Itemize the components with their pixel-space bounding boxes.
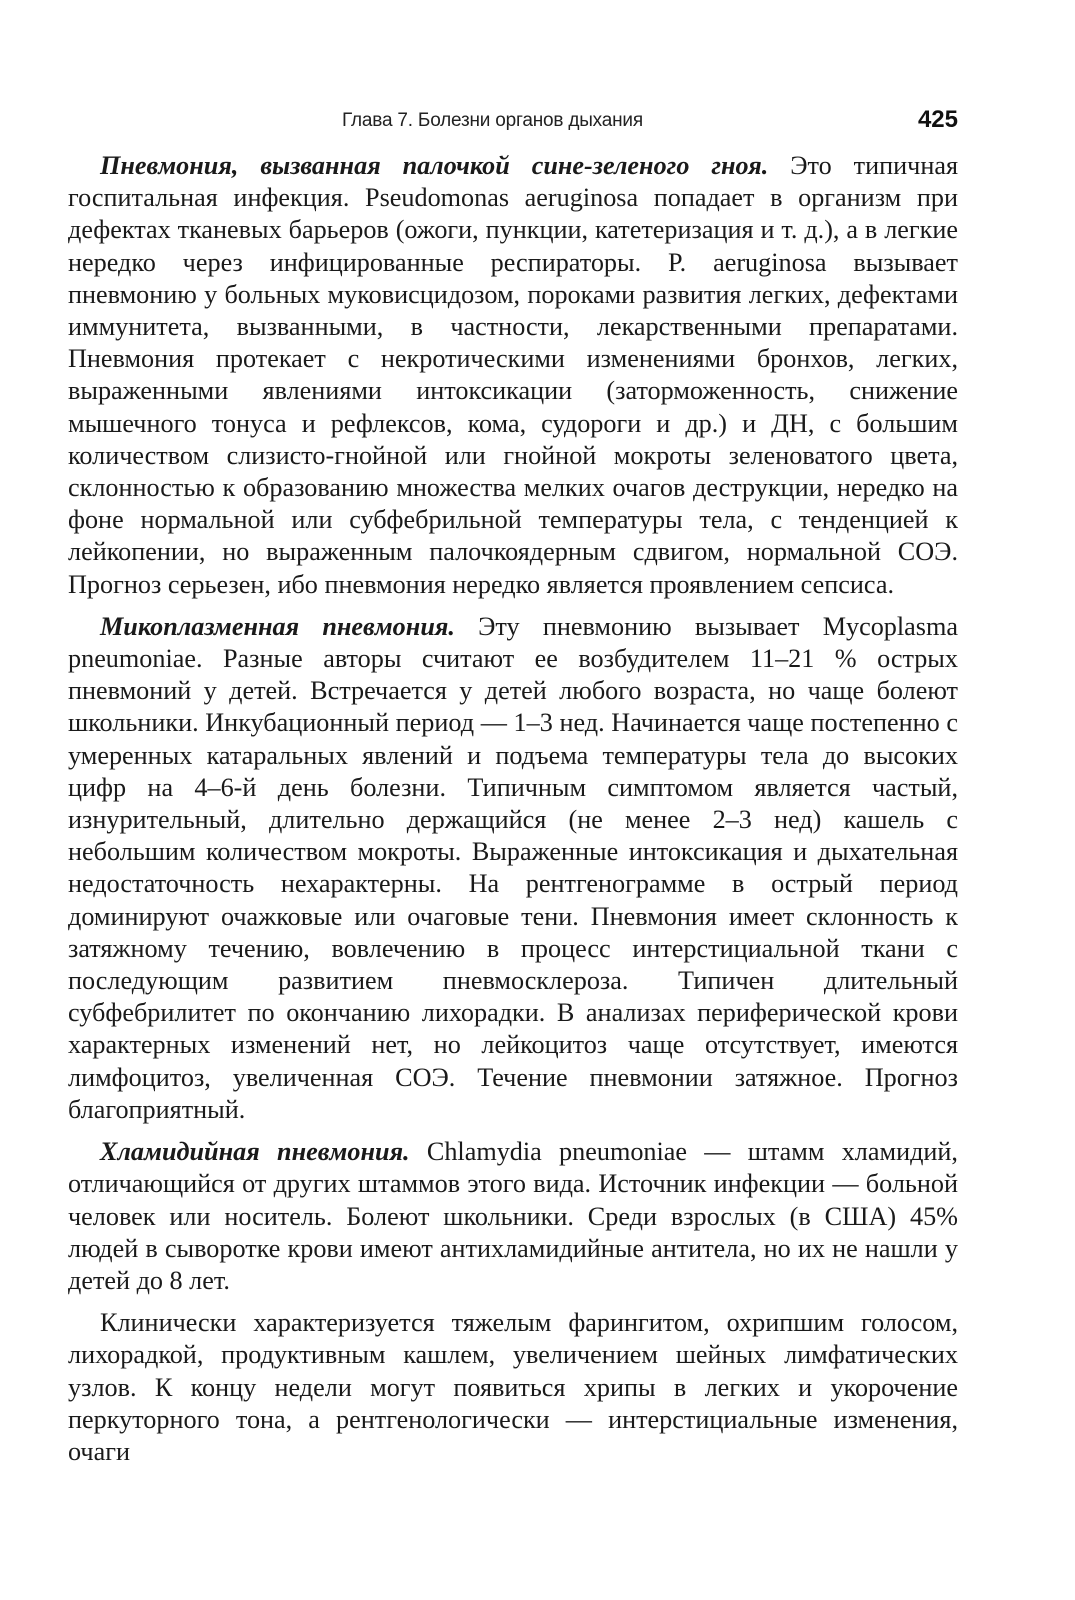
paragraph-text: Это типичная госпитальная инфекция. Pseudomonas aeruginosa попадает в организм при дефектах тканевых барьеров (ожоги, пункции, катетеризация и т. д.), а в легкие нередко через инфицированные респираторы. P. aeruginosa вызывает пневмонию у больных муковисцидозом, пороками развития легких, дефектами иммунитета, вызванными, в частности, лекарственными препаратами. Пневмония протекает с некротическими изменениями бронхов, легких, выраженными явлениями интоксикации (заторможенность, снижение мышечного тонуса и рефлексов, кома, судороги и др.) и ДН, с большим количеством слизисто-гнойной или гнойной мокроты зеленоватого цвета, склонностью к образованию множества мелких очагов деструкции, нередко на фоне нормальной или субфебрильной температуры тела, с тенденцией к лейкопении, но выраженным палочкоядерным сдвигом, нормальной СОЭ. Прогноз серьезен, ибо пневмония нередко является проявлением сепсиса. — [68, 151, 958, 599]
paragraph-lead-term: Хламидийная пневмония. — [100, 1137, 410, 1167]
paragraph-mycoplasma-pneumonia — [68, 611, 958, 1126]
paragraph-text: Chlamydia pneumoniae — штамм хламидий, отличающийся от других штаммов этого вида. Источник инфекции — больной человек или носитель. Болеют школьники. Среди взрослых (в США) 45% людей в сыворотке крови имеют антихламидийные антитела, но их не нашли у детей до 8 лет. — [68, 1137, 958, 1295]
paragraph-clinical-features — [68, 1307, 958, 1468]
body-text — [68, 150, 958, 1468]
running-header — [68, 96, 958, 140]
book-page — [68, 96, 958, 1478]
paragraph-pseudomonas-pneumonia — [68, 150, 958, 601]
paragraph-text: Клинически характеризуется тяжелым фарингитом, охрипшим голосом, лихорадкой, продуктивным кашлем, увеличением шейных лимфатических узлов. К концу недели могут появиться хрипы в легких и укорочение перкуторного тона, а рентгенологически — интерстициальные изменения, очаги — [68, 1308, 958, 1466]
paragraph-chlamydia-pneumonia — [68, 1136, 958, 1297]
chapter-title: Глава 7. Болезни органов дыхания — [342, 110, 643, 131]
paragraph-lead-term: Пневмония, вызванная палочкой сине-зеленого гноя. — [100, 151, 769, 180]
paragraph-text: Эту пневмонию вызывает Mycoplasma pneumoniae. Разные авторы считают ее возбудителем 11–21 % острых пневмоний у детей. Встречается у детей любого возраста, но чаще болеют школьники. Инкубационный период — 1–3 нед. Начинается чаще постепенно с умеренных катаральных явлений и подъема температуры тела до высоких цифр на 4–6-й день болезни. Типичным симптомом является частый, изнурительный, длительно держащийся (не менее 2–3 нед) кашель с небольшим количеством мокроты. Выраженные интоксикация и дыхательная недостаточность нехарактерны. На рентгенограмме в острый период доминируют очажковые или очаговые тени. Пневмония имеет склонность к затяжному течению, вовлечению в процесс интерстициальной ткани с последующим развитием пневмосклероза. Типичен длительный субфебрилитет по окончанию лихорадки. В анализах периферической крови характерных изменений нет, но лейкоцитоз чаще отсутствует, имеются лимфоцитоз, увеличенная СОЭ. Течение пневмонии затяжное. Прогноз благоприятный. — [68, 611, 958, 1124]
paragraph-lead-term: Микоплазменная пневмония. — [100, 611, 455, 641]
page-number: 425 — [917, 106, 958, 133]
